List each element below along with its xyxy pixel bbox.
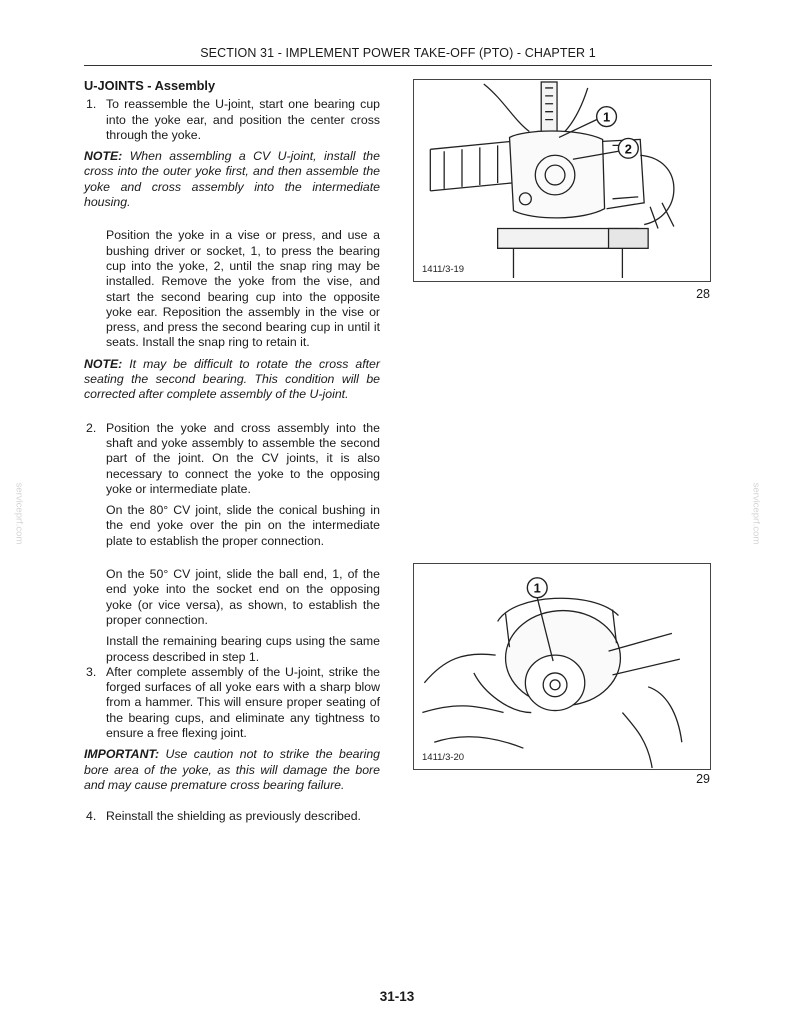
watermark-left: serviceprf.com [13,482,25,545]
note-text: When assembling a CV U-joint, install the cross into the outer yoke first, and then assemble the yoke and cross assembly into the intermediate housing. [84,149,380,210]
cv-joint-ball-socket-illustration [414,564,710,769]
figure-code: 1411/3-20 [422,752,465,763]
step-number: 2. [86,420,97,435]
svg-text:2: 2 [624,141,632,157]
figure-code: 1411/3-19 [422,264,465,275]
instructions-column [84,78,380,824]
page-number: 31-13 [379,989,415,1004]
paragraph-50-degree: On the 50° CV joint, slide the ball end, 1, of the end yoke into the socket end on the opposing yoke (or vice versa), as shown, to establish the proper connection. [106,567,380,627]
step-text: Reinstall the shielding as previously described. [106,809,361,824]
step-number: 4. [86,809,97,824]
watermark-right: serviceprf.com [750,482,762,545]
step-text: After complete assembly of the U-joint, strike the forged surfaces of all yoke ears with a sharp blow from a hammer. This will ensure proper seating of the bearing cups, and eliminate any tightness to ensure a free flexing joint. [106,664,380,740]
figure-number: 28 [696,287,710,301]
callout-1 [527,578,547,598]
section-heading: U-JOINTS - Assembly [84,78,216,93]
figure-number: 29 [696,772,710,786]
note-2 [84,357,380,403]
step-3 [84,665,380,741]
paragraph-80-degree: On the 80° CV joint, slide the conical bushing in the end yoke over the pin on the intermediate plate to establish the proper connection. [106,503,380,548]
step-number: 3. [86,664,97,679]
svg-text:1: 1 [602,109,611,125]
step-2 [84,421,380,497]
important-label: IMPORTANT: [84,747,160,762]
figure-29-illustration [413,563,711,770]
step-text: Position the yoke and cross assembly into the shaft and yoke assembly to assemble the second part of the joint. On the CV joints, it is also necessary to connect the yoke to the opposing yoke or intermediate plate. [106,420,380,496]
header-rule [84,65,712,66]
paragraph-remaining-cups: Install the remaining bearing cups using the same process described in step 1. [106,634,380,664]
press-yoke-illustration [414,80,710,281]
note-label: NOTE: [84,149,123,164]
note-1 [84,149,380,210]
figure-28-illustration [413,79,711,282]
paragraph-press-bearing: Position the yoke in a vise or press, and use a bushing driver or socket, 1, to press the bearing cup into the yoke, 2, until the snap ring may be installed. Remove the yoke from the vise, and start the second bearing cup into the opposite yoke ear. Reposition the assembly in the vise or press, and press the second bearing cup in until it seats. Install the snap ring to retain it. [106,228,380,350]
step-4 [84,809,380,824]
callout-2 [618,138,638,158]
callout-1 [597,107,617,127]
step-1 [84,97,380,143]
step-number: 1. [86,97,97,112]
important-note [84,747,380,793]
svg-text:1: 1 [533,580,541,596]
important-text: Use caution not to strike the bearing bore area of the yoke, as this will damage the bore and may cause premature cross bearing failure. [84,747,380,792]
page-header: SECTION 31 - IMPLEMENT POWER TAKE-OFF (PTO) - CHAPTER 1 [200,46,596,60]
note-text: It may be difficult to rotate the cross after seating the second bearing. This condition will be corrected after complete assembly of the U-joint. [84,356,380,402]
step-text: To reassemble the U-joint, start one bearing cup into the yoke ear, and position the center cross through the yoke. [106,97,380,142]
note-label: NOTE: [84,356,123,371]
